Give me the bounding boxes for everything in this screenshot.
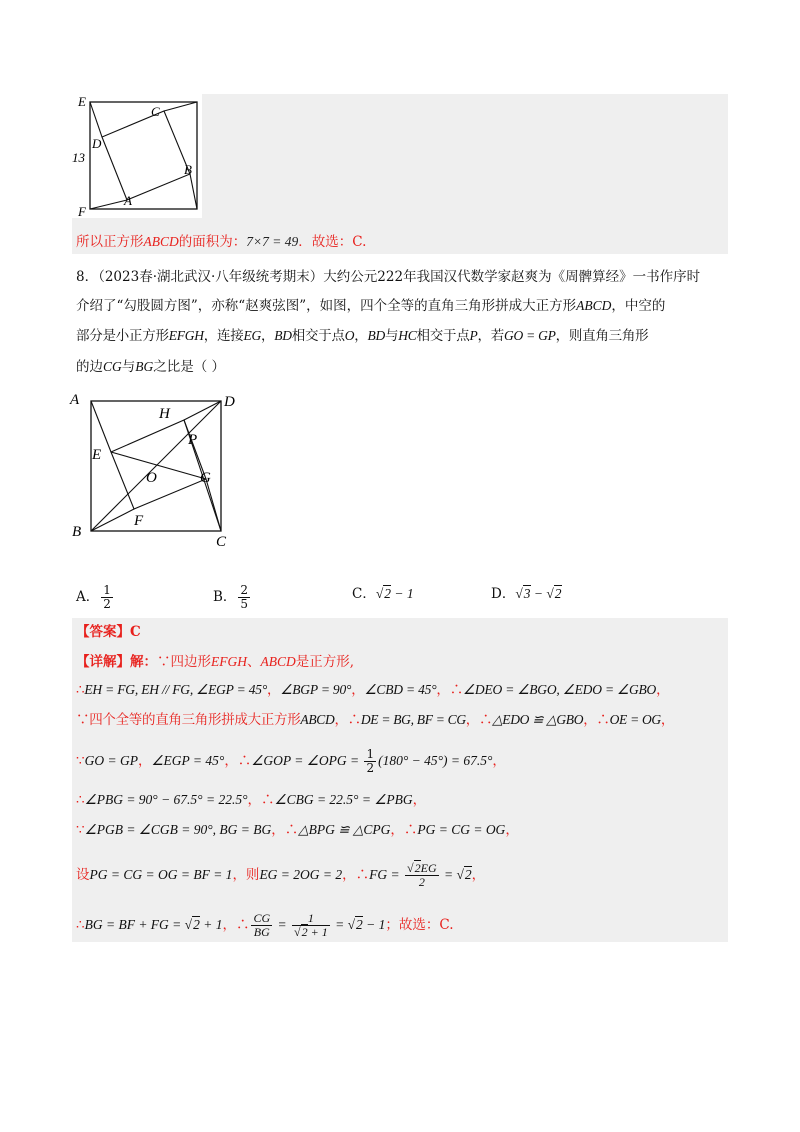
option-c[interactable]: C．√2 − 1 [352,586,414,602]
fig2-label-p: P [188,432,198,448]
detail-line-1: 【详解】解：∵四边形EFGH、ABCD是正方形, [76,654,355,670]
figure-1-diagram [72,94,202,218]
option-a[interactable]: A． $\frac{1}{2}$ [76,583,111,611]
detail-line-7: 设PG = CG = OG = BF = 1，则EG = 2OG = 2，∴FG = $\frac{√2EG}{2}$ = √2， [76,861,486,889]
fig2-label-h: H [159,406,170,422]
question-line-1: 8．（2023春·湖北武汉·八年级统考期末）大约公元222年我国汉代数学家赵爽为《周髀算经》一书作序时 [76,269,701,285]
detail-line-3: ∵四个全等的直角三角形拼成大正方形ABCD，∴DE = BG, BF = CG，∴△EDO ≌ △GBO，∴OE = OG， [76,712,675,728]
detail-line-6: ∵∠PGB = ∠CGB = 90°, BG = BG，∴△BPG ≌ △CPG，∴PG = CG = OG， [76,822,519,838]
fig2-label-e: E [92,447,102,463]
fig1-label-b: B [184,162,192,177]
fig2-label-a: A [70,392,80,408]
detail-line-5: ∴∠PBG = 90° − 67.5° = 22.5°，∴∠CBG = 22.5° = ∠PBG， [76,792,427,808]
fig2-label-c: C [216,534,227,550]
fig1-label-f: F [78,204,86,218]
fig2-segment-eg [111,452,206,479]
fig1-label-c: C [151,104,160,119]
prev-answer-line: 所以正方形ABCD的面积为：7×7 = 49．故选：C. [76,234,367,250]
fig2-label-o: O [146,470,157,486]
fig2-label-g: G [200,470,211,486]
fig1-label-d: D [92,136,102,151]
fig1-label-a: A [124,193,132,208]
detail-line-2: ∴EH = FG, EH // FG, ∠EGP = 45°，∠BGP = 90°，∠CBD = 45°，∴∠DEO = ∠BGO, ∠EDO = ∠GBO， [76,682,670,698]
question-line-2: 介绍了“勾股圆方图”，亦称“赵爽弦图”，如图，四个全等的直角三角形拼成大正方形ABCD，中空的 [76,298,666,314]
detail-line-4: ∵GO = GP，∠EGP = 45°，∴∠GOP = ∠OPG = $\frac{1}{2}$ (180° − 45°) = 67.5°， [76,747,506,775]
figure-2-diagram [66,388,246,553]
answer-tag: 【答案】C [76,624,141,640]
fig2-label-f: F [134,513,144,529]
fig2-label-b: B [72,524,82,540]
question-line-3: 部分是小正方形EFGH，连接EG，BD相交于点O，BD与HC相交于点P，若GO = GP，则直角三角形 [76,328,649,344]
question-line-4: 的边CG与BG之比是（ ） [76,359,226,375]
fig1-label-e: E [78,94,86,109]
fig2-label-d: D [224,394,235,410]
fig1-side-length: 13 [72,150,85,165]
detail-line-8: ∴BG = BF + FG = √2 + 1，∴ $\frac{CG}{BG}$ = $\frac{1}{√2 + 1}$ = √2 − 1；故选：C. [76,911,454,939]
option-b[interactable]: B． $\frac{2}{5}$ [213,583,249,611]
option-d[interactable]: D．√3 − √2 [491,586,562,602]
